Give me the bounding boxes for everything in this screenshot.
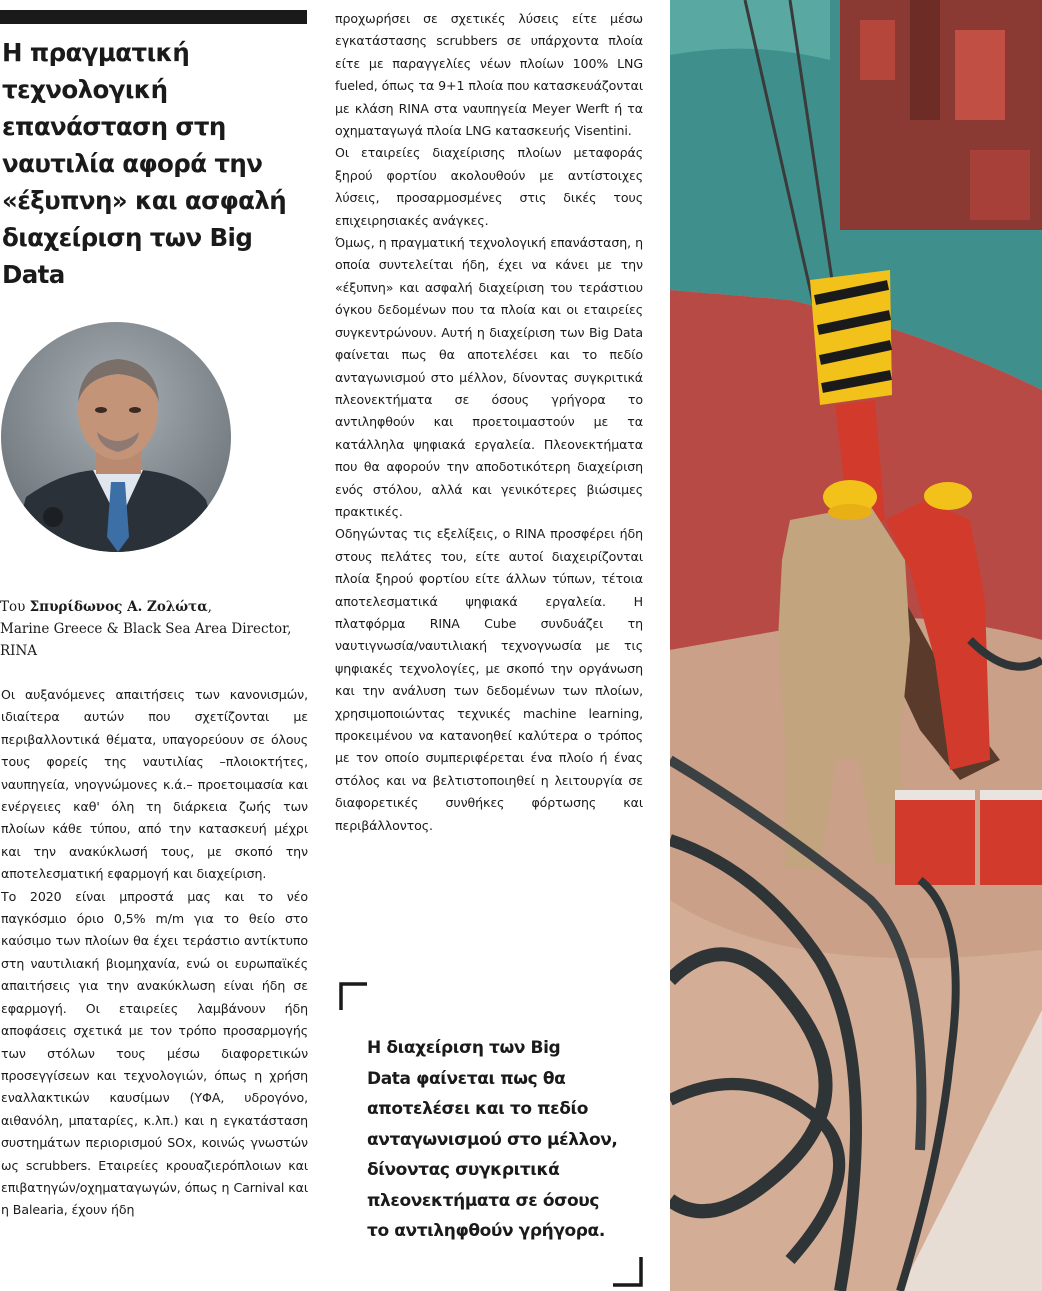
quote-corner-bottom-right [611,1255,643,1287]
shipyard-photo [670,0,1042,1291]
author-portrait [1,322,231,552]
author-role: Marine Greece & Black Sea Area Director, RINA [0,621,292,659]
paragraph: Οι εταιρείες διαχείρισης πλοίων μεταφοράς ξηρού φορτίου ακολουθούν με αντίστοιχες λύσεις, προσαρμοσμένες στις δικές τους επιχειρησιακές ανάγκες. [335,145,643,228]
top-rule [0,10,307,24]
quote-corner-top-left [339,982,369,1012]
article-headline: Η πραγματική τεχνολογική επανάσταση στη ναυτιλία αφορά την «έξυπνη» και ασφαλή διαχείριση των Big Data [2,38,287,289]
article-column-2 [335,8,643,837]
byline-suffix: , [207,599,212,615]
paragraph: Όμως, η πραγματική τεχνολογική επανάσταση, η οποία συντελείται ήδη, έχει να κάνει με την «έξυπνη» και ασφαλή διαχείριση του τεράστιου όγκου δεδομένων που τα πλοία και οι εταιρείες συγκεντρώνουν. Αυτή η διαχείριση των Big Data φαίνεται πως θα αποτελέσει και το πεδίο ανταγωνισμού στο μέλλον, δίνοντας συγκριτικά πλεονεκτήματα σε όσους γρήγορα το αντιληφθούν και προετοιμαστούν με τα κατάλληλα ψηφιακά εργαλεία. Πλεονεκτήματα που θα αφορούν την αποδοτικότερη διαχείριση ενός στόλου, αλλά και γενικότερες βιώσιμες πρακτικές. [335,235,643,519]
paragraph: προχωρήσει σε σχετικές λύσεις είτε μέσω εγκατάστασης scrubbers σε υπάρχοντα πλοία είτε με παραγγελίες νέων πλοίων 100% LNG fueled, όπως τα 9+1 πλοία που κατασκευάζονται με κλάση RINA στα ναυπηγεία Meyer Werft ή τα οχηματαγωγά πλοία LNG κατασκευής Visentini. [335,11,643,139]
paragraph: Οδηγώντας τις εξελίξεις, ο RINA προσφέρει ήδη στους πελάτες του, είτε αυτοί διαχειρίζονται πλοία ξηρού φορτίου είτε άλλων τύπων, τέτοια αποτελεσματικά ψηφιακά εργαλεία. Η πλατφόρμα RINA Cube συνδυάζει τη ναυτιγνωσία/ναυτιλιακή τεχνογνωσία με τις ψηφιακές τεχνολογίες, με σκοπό την οργάνωση και την ανάλυση των δεδομένων των πλοίων, χρησιμοποιώντας τεχνικές machine learning, προκειμένου να κατανοηθεί καλύτερα ο τρόπος με τον οποίο συμπεριφέρεται ένα πλοίο ή ένας στόλος και να βελτιστοποιηθεί η λειτουργία σε διαφορετικές συνθήκες φόρτωσης και περιβάλλοντος. [335,526,643,833]
author-name: Σπυρίδωνος Α. Ζολώτα [29,599,208,615]
paragraph: Οι αυξανόμενες απαιτήσεις των κανονισμών, ιδιαίτερα αυτών που σχετίζονται με περιβαλλοντικά θέματα, υπαγορεύουν σε όλους τους φορείς της ναυτιλίας –πλοιοκτήτες, ναυπηγεία, νηογνώμονες κ.ά.– προετοιμασία και ενέργειες καθ' όλη τη διάρκεια ζωής των πλοίων κάθε τύπου, από την κατασκευή μέχρι και την ανακύκλωσή τους, με σκοπό την αποτελεσματική εφαρμογή και διαχείριση. [1,687,308,882]
article-column-1 [1,684,308,1222]
byline [0,596,310,662]
pull-quote: Η διαχείριση των Big Data φαίνεται πως θα αποτελέσει και το πεδίο ανταγωνισμού στο μέλλον, δίνοντας συγκριτικά πλεονεκτήματα σε όσους το αντιληφθούν γρήγορα. [367,1038,618,1241]
byline-prefix: Του [0,599,30,615]
paragraph: Το 2020 είναι μπροστά μας και το νέο παγκόσμιο όριο 0,5% m/m για το θείο στο καύσιμο των πλοίων θα έχει τεράστιο αντίκτυπο στη ναυτιλιακή βιομηχανία, ενώ οι ευρωπαϊκές απαιτήσεις για την ανακύκλωση είναι ήδη σε εφαρμογή. Οι εταιρείες λαμβάνουν ήδη αποφάσεις σχετικά με τον τρόπο προσαρμογής των στόλων τους μέσω διαφορετικών προσεγγίσεων και τεχνολογιών, όπως η χρήση εναλλακτικών καυσίμων (ΥΦΑ, υδρογόνο, αιθανόλη, μπαταρίες, κ.λπ.) και η εγκατάσταση συστημάτων περιορισμού SOx, κοινώς γνωστών ως scrubbers. Εταιρείες κρουαζιερόπλοιων και επιβατηγών/οχηματαγωγών, όπως η Carnival και η Balearia, έχουν ήδη [1,888,308,1218]
